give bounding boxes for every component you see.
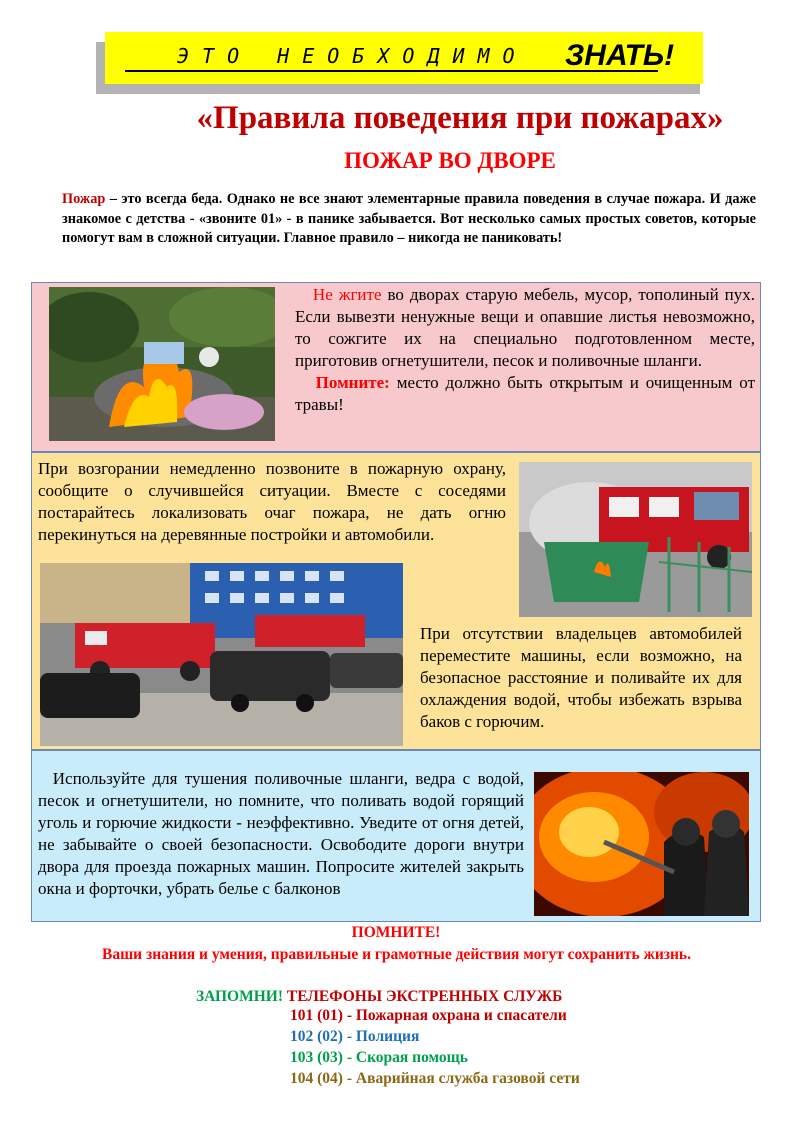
phone-police xyxy=(290,1028,419,1046)
phone-service-name: Пожарная охрана и спасатели xyxy=(355,1007,567,1024)
phone-number: 104 (04) xyxy=(290,1070,343,1087)
panel2-text-call: При возгорании немедленно позвоните в пожарную охрану, сообщите о случившейся ситуации. Вместе с соседями постарайтесь локализовать очаг пожара, не дать огню перекинуться на деревянные постройки и автомобили. xyxy=(38,459,506,544)
banner-text: ЭТО НЕОБХОДИМО xyxy=(177,44,528,68)
panel3-text xyxy=(38,768,524,900)
phone-ambulance xyxy=(290,1049,468,1067)
intro-text: – это всегда беда. Однако не все знают элементарные правила поведения в случае пожара. И даже знакомое с детства - «звоните 01» - в панике забывается. Вот несколько самых простых советов, которые помогут вам в сложной ситуации. Главное правило – никогда не паниковать! xyxy=(62,191,756,246)
phone-number: 103 (03) xyxy=(290,1049,343,1066)
phone-number: 102 (02) xyxy=(290,1028,343,1045)
firefighter-photo xyxy=(534,772,749,916)
intro-keyword: Пожар xyxy=(62,191,106,207)
phone-separator: - xyxy=(342,1049,356,1066)
phones-heading-title: ТЕЛЕФОНЫ ЭКСТРЕННЫХ СЛУЖБ xyxy=(283,988,563,1005)
phones-heading xyxy=(196,988,562,1006)
panel1-lead: Не жгите xyxy=(312,285,382,304)
panel1-remember-label: Помните: xyxy=(315,373,390,392)
phone-separator: - xyxy=(342,1070,356,1087)
panel1-remember-text: место должно быть открытым и очищенным от травы! xyxy=(295,373,756,414)
phone-service-name: Скорая помощь xyxy=(355,1049,468,1066)
panel1-text xyxy=(295,284,755,416)
remember-text: Ваши знания и умения, правильные и грамотные действия могут сохранить жизнь. xyxy=(102,946,691,963)
remember-heading: ПОМНИТЕ! xyxy=(351,924,441,941)
panel2-text-cars: При отсутствии владельцев автомобилей переместите машины, если возможно, на безопасное расстояние и поливайте их для охлаждения водой, чтобы избежать взрыва баков с горючим. xyxy=(420,624,742,731)
phone-number: 101 (01) xyxy=(290,1007,343,1024)
phone-service-name: Аварийная служба газовой сети xyxy=(355,1070,580,1087)
phone-gas xyxy=(290,1070,580,1088)
phone-fire xyxy=(290,1007,567,1025)
fire-trucks-courtyard-photo xyxy=(40,563,403,746)
panel1-body: во дворах старую мебель, мусор, тополиный пух. Если вывезти ненужные вещи и опавшие листья невозможно, то сожгите их на специально подготовленном месте, приготовив огнетушители, песок и поливочные шланги. xyxy=(295,285,755,370)
panel3-body: Используйте для тушения поливочные шланги, ведра с водой, песок и огнетушители, но помните, что поливать водой горящий уголь и горючие жидкости - неэффективно. Уведите от огня детей, не забывайте о своей безопасности. Освободите дороги внутри двора для проезда пожарных машин. Попросите жителей закрыть окна и форточки, убрать белье с балконов xyxy=(38,769,525,898)
page-subtitle: ПОЖАР ВО ДВОРЕ xyxy=(344,148,556,173)
banner xyxy=(105,32,703,84)
phone-separator: - xyxy=(342,1007,356,1024)
burning-garbage-photo xyxy=(49,287,275,441)
phones-heading-remember: ЗАПОМНИ! xyxy=(196,988,284,1005)
banner-strong-text: ЗНАТЬ! xyxy=(565,39,675,72)
page-title: «Правила поведения при пожарах» xyxy=(196,100,724,136)
phone-service-name: Полиция xyxy=(355,1028,420,1045)
fire-truck-container-photo xyxy=(519,462,752,617)
phone-separator: - xyxy=(342,1028,356,1045)
intro-paragraph xyxy=(62,190,756,249)
